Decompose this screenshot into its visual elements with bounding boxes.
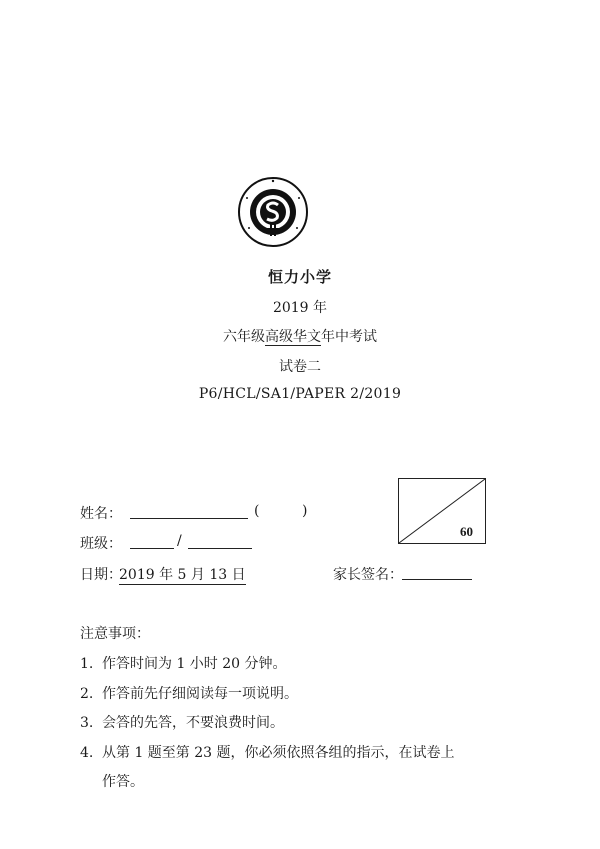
- note-item: [80, 742, 455, 762]
- note-number: 3.: [80, 715, 94, 731]
- name-label: 姓名：: [80, 506, 122, 522]
- register-number-field[interactable]: [262, 503, 300, 521]
- school-logo: [237, 176, 309, 248]
- note-text: 会答的先答，不要浪费时间。: [102, 715, 284, 731]
- date-label: 日期：: [80, 567, 122, 583]
- parent-signature-field[interactable]: [402, 579, 472, 580]
- date-value: [119, 564, 246, 584]
- exam-title: [0, 326, 600, 346]
- total-score: 60: [460, 524, 473, 539]
- note-item: [80, 712, 284, 732]
- class-slash: /: [177, 533, 182, 549]
- date-text: 2019 年 5 月 13 日: [119, 567, 246, 583]
- note-text: 从第 1 题至第 23 题，你必须依照各组的指示，在试卷上: [102, 745, 455, 761]
- paper-number: 试卷二: [279, 359, 321, 375]
- exam-year: 2019 年: [272, 300, 328, 316]
- note-text: 作答时间为 1 小时 20 分钟。: [102, 656, 287, 672]
- exam-title-type: 年中考试: [321, 329, 377, 345]
- register-number-open: (: [254, 503, 260, 519]
- class-label: 班级：: [80, 536, 122, 552]
- paper-code: P6/HCL/SA1/PAPER 2/2019: [198, 386, 402, 402]
- school-name: 恒力小学: [267, 268, 332, 286]
- name-field[interactable]: [130, 518, 248, 519]
- note-text: 作答前先仔细阅读每一项说明。: [102, 686, 298, 702]
- class-number-field[interactable]: [188, 548, 252, 549]
- note-item: [80, 653, 287, 673]
- score-box: [398, 478, 486, 544]
- note-number: 1.: [80, 656, 94, 672]
- note-text: 作答。: [102, 774, 144, 790]
- parent-signature-label: 家长签名：: [333, 567, 403, 583]
- register-number-close: ): [302, 503, 308, 519]
- note-item: [80, 683, 298, 703]
- note-number: 4.: [80, 745, 94, 761]
- exam-title-subject: 高级华文: [265, 329, 321, 345]
- note-number: 2.: [80, 686, 94, 702]
- note-item: [80, 771, 144, 791]
- notes-title: 注意事项：: [80, 626, 150, 642]
- class-field[interactable]: [130, 548, 174, 549]
- exam-title-grade: 六年级: [223, 329, 265, 345]
